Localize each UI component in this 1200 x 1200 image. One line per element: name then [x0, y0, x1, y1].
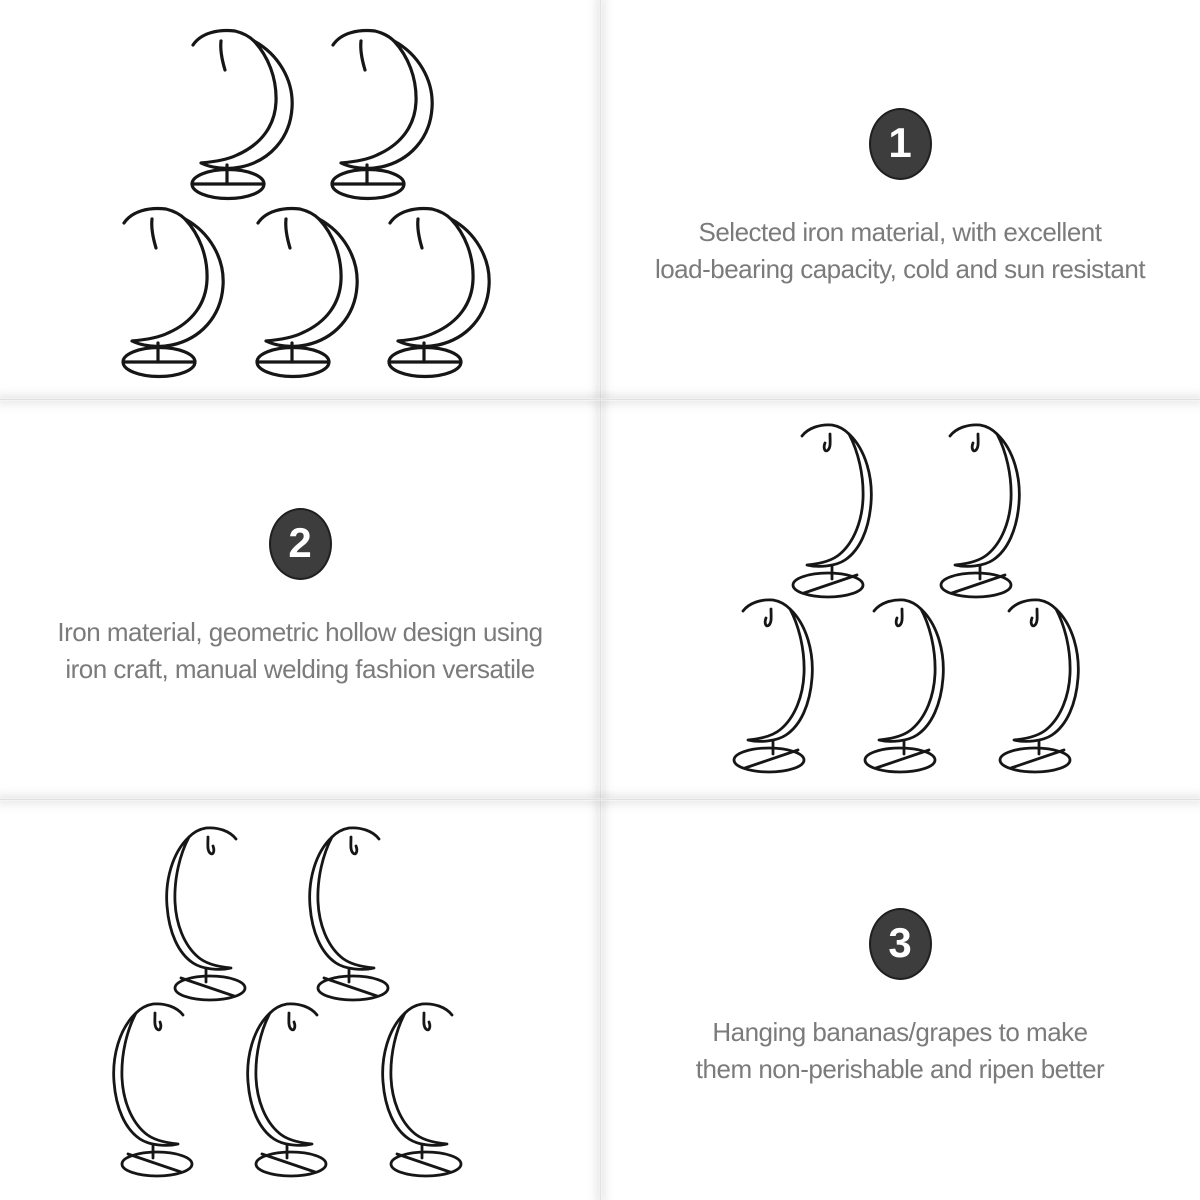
- illustration-panel-2: [600, 400, 1200, 800]
- step-3-description: [696, 1014, 1104, 1088]
- step-3-line-1: Hanging bananas/grapes to make: [712, 1017, 1088, 1047]
- horizontal-divider-1: [0, 398, 1200, 401]
- step-2-description: [57, 614, 542, 688]
- crescent-stands-drawing-c: [0, 800, 600, 1200]
- crescent-stand-icon: [383, 1004, 461, 1176]
- step-2-line-1: Iron material, geometric hollow design using: [57, 617, 543, 647]
- step-3-badge: [869, 908, 932, 980]
- step-1-description: [655, 214, 1145, 288]
- crescent-stand-icon: [114, 1004, 192, 1176]
- step-1-badge: [869, 108, 932, 180]
- crescent-stand-icon: [389, 209, 489, 377]
- step-1-line-1: Selected iron material, with excellent: [698, 217, 1102, 247]
- crescent-stand-icon: [123, 209, 223, 377]
- step-3-number: 3: [888, 919, 912, 966]
- crescent-stand-icon: [941, 425, 1019, 597]
- step-1-number: 1: [888, 119, 912, 166]
- illustration-panel-3: [0, 800, 600, 1200]
- horizontal-divider-2: [0, 798, 1200, 801]
- crescent-stand-icon: [310, 828, 388, 1000]
- step-3-panel: [600, 800, 1200, 1200]
- step-1-panel: [600, 0, 1200, 400]
- crescent-stand-icon: [865, 600, 943, 772]
- step-3-line-2: them non-perishable and ripen better: [695, 1054, 1105, 1084]
- crescent-stands-drawing-a: [0, 0, 600, 400]
- crescent-stand-icon: [192, 31, 292, 199]
- crescent-stand-icon: [1000, 600, 1078, 772]
- illustration-panel-1: [0, 0, 600, 400]
- crescent-stand-icon: [734, 600, 812, 772]
- step-2-line-2: iron craft, manual welding fashion versatile: [65, 654, 535, 684]
- vertical-divider: [599, 0, 602, 1200]
- crescent-stand-icon: [167, 828, 245, 1000]
- step-1-line-2: load-bearing capacity, cold and sun resistant: [654, 254, 1146, 284]
- step-2-badge: [269, 508, 332, 580]
- crescent-stands-drawing-b: [600, 400, 1200, 800]
- step-2-number: 2: [288, 519, 312, 566]
- crescent-stand-icon: [257, 209, 357, 377]
- crescent-stand-icon: [332, 31, 432, 199]
- step-2-panel: [0, 400, 600, 800]
- crescent-stand-icon: [248, 1004, 326, 1176]
- crescent-stand-icon: [793, 425, 871, 597]
